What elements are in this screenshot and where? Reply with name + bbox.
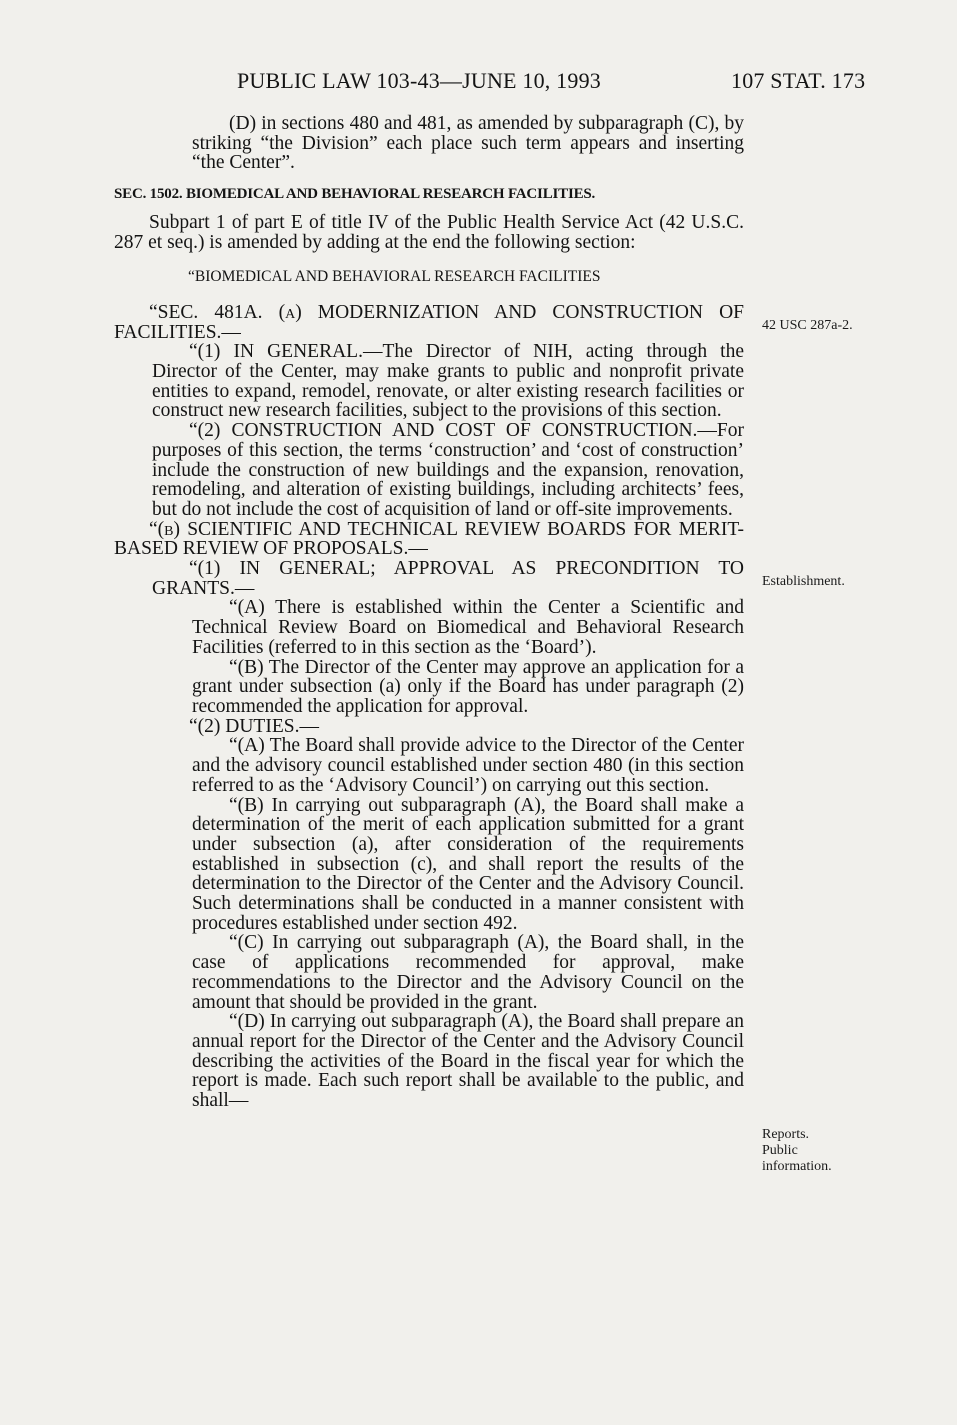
subsection-a1: “(1) IN GENERAL.—The Director of NIH, acting through the Director of the Center, may make grants to public and nonprofit private entities to expand, remodel, renovate, or alter existing research facilities or construct new research facilities, subject to the provisions of this section. [152, 341, 744, 422]
running-header: PUBLIC LAW 103-43—JUNE 10, 1993 [237, 68, 601, 93]
margin-note-public-line: Public [762, 1143, 798, 1158]
subsection-b1-a: “(A) There is established within the Center a Scientific and Technical Review Board on Biomedical and Behavioral Research Facilities (referred to in this section as the ‘Board’). [192, 597, 744, 658]
section-481a-heading: “SEC. 481A. (a) MODERNIZATION AND CONSTRUCTION OF FACILITIES.— [114, 301, 744, 343]
facilities-heading: “BIOMEDICAL AND BEHAVIORAL RESEARCH FACILITIES [188, 268, 601, 286]
subsection-b1-b: “(B) The Director of the Center may approve an application for a grant under subsection (a) only if the Board has under paragraph (2) recommended the application for approval. [192, 656, 744, 717]
paragraph-d-481: (D) in sections 480 and 481, as amended by subparagraph (C), by striking “the Division” each place such term appears and inserting “the Center”. [192, 113, 744, 174]
subsection-a2: “(2) CONSTRUCTION AND COST OF CONSTRUCTION.—For purposes of this section, the terms ‘construction’ and ‘cost of construction’ include the construction of new buildings and the expansion, renovation, remodeling, and alteration of existing buildings, including architects’ fees, but do not include the cost of acquisition of land or off-site improvements. [152, 420, 744, 520]
subpart-paragraph: Subpart 1 of part E of title IV of the Public Health Service Act (42 U.S.C. 287 et seq.) is amended by adding at the end the following section: [114, 211, 744, 253]
page-citation: 107 STAT. 173 [731, 68, 866, 93]
law-text [114, 114, 744, 1111]
subsection-b2-d: “(D) In carrying out subparagraph (A), the Board shall prepare an annual report for the Director of the Center and the Advisory Council describing the activities of the Board in the fiscal year for which the report is made. Each such report shall be available to the public, and shall— [192, 1011, 744, 1112]
section-heading-1502: SEC. 1502. BIOMEDICAL AND BEHAVIORAL RESEARCH FACILITIES. [114, 186, 596, 203]
subsection-b2-heading: “(2) DUTIES.— [189, 715, 319, 737]
subsection-b2-b: “(B) In carrying out subparagraph (A), the Board shall make a determination of the merit of each application submitted for a grant under subsection (a), after consideration of the requirements established in subsection (c), and shall report the results of the determination to the Director of the Center and the Advisory Council. Such determinations shall be conducted in a manner consistent with procedures established under section 492. [192, 794, 744, 934]
margin-note-reports-line: Reports. [762, 1127, 810, 1142]
margin-note-establishment: Establishment. [762, 574, 845, 589]
margin-note-reports [762, 1127, 832, 1175]
subsection-b2-a: “(A) The Board shall provide advice to the Director of the Center and the advisory council established under section 480 (in this section referred to as the ‘Advisory Council’) on carrying out this section. [192, 735, 744, 796]
margin-note-usc: 42 USC 287a-2. [762, 318, 853, 333]
subsection-b-heading: “(b) SCIENTIFIC AND TECHNICAL REVIEW BOARDS FOR MERIT-BASED REVIEW OF PROPOSALS.— [114, 518, 744, 560]
subsection-b2-c: “(C) In carrying out subparagraph (A), the Board shall, in the case of applications recommended for approval, make recommendations to the Director and the Advisory Council on the amount that should be provided in the grant. [192, 932, 744, 1013]
margin-note-information-line: information. [762, 1159, 832, 1174]
subsection-b1-heading: “(1) IN GENERAL; APPROVAL AS PRECONDITION TO GRANTS.— [152, 558, 744, 599]
